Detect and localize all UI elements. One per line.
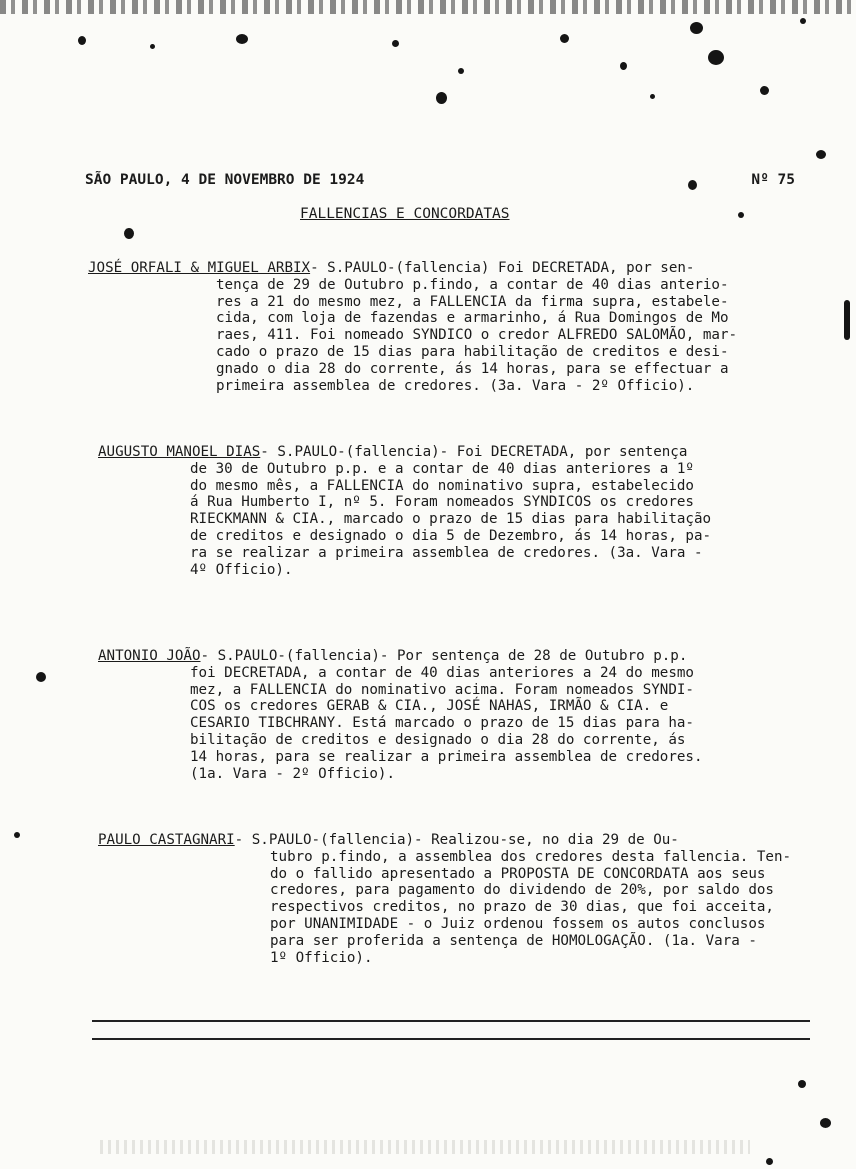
bankruptcy-entry-body xyxy=(270,849,791,866)
bankruptcy-entry xyxy=(98,444,687,461)
ink-blot xyxy=(436,92,447,104)
entry-text-line: do mesmo mês, a FALLENCIA do nominativo supra, estabelecido xyxy=(190,477,694,494)
entry-text-line: credores, para pagamento do dividendo de 20%, por saldo dos xyxy=(270,882,774,899)
entry-text-line: do o fallido apresentado a PROPOSTA DE CONCORDATA aos seus xyxy=(270,865,766,882)
entry-party-name: JOSÉ ORFALI & MIGUEL ARBIX xyxy=(88,260,311,276)
bankruptcy-entry xyxy=(98,832,679,849)
ink-blot xyxy=(760,86,769,95)
entry-text-line: bilitação de creditos e designado o dia 28 do corrente, ás xyxy=(190,731,686,748)
entry-text-line: raes, 411. Foi nomeado SYNDICO o credor ALFREDO SALOMÃO, mar- xyxy=(216,327,738,344)
entry-first-line xyxy=(98,832,679,849)
entry-text-line: res a 21 do mesmo mez, a FALLENCIA da firma supra, estabele- xyxy=(216,293,729,310)
ink-blot xyxy=(798,1080,806,1088)
bankruptcy-entry-body xyxy=(270,866,774,967)
entry-text-line: de 30 de Outubro p.p. e a contar de 40 dias anteriores a 1º xyxy=(190,460,694,477)
entry-text-line: ra se realizar a primeira assemblea de credores. (3a. Vara - xyxy=(190,544,703,561)
entry-text-line: mez, a FALLENCIA do nominativo acima. Foram nomeados SYNDI- xyxy=(190,681,694,698)
ink-blot xyxy=(14,832,20,838)
bankruptcy-entry-body xyxy=(216,277,737,395)
entry-text-line: - S.PAULO-(fallencia) Foi DECRETADA, por sen- xyxy=(310,260,695,276)
entry-text-line: tença de 29 de Outubro p.findo, a contar de 40 dias anterio- xyxy=(216,276,729,293)
entry-first-line xyxy=(98,648,687,665)
ink-blot xyxy=(690,22,703,34)
bankruptcy-entry xyxy=(88,260,694,277)
entry-text-line: - S.PAULO-(fallencia)- Realizou-se, no dia 29 de Ou- xyxy=(234,832,679,848)
ink-blot xyxy=(844,300,850,340)
entry-text-line: para ser proferida a sentença de HOMOLOGAÇÃO. (1a. Vara - xyxy=(270,932,757,949)
entry-text-line: (1a. Vara - 2º Officio). xyxy=(190,765,395,782)
ink-blot xyxy=(124,228,134,239)
entry-text-line: RIECKMANN & CIA., marcado o prazo de 15 dias para habilitação xyxy=(190,511,712,528)
ink-blot xyxy=(236,34,248,44)
bankruptcy-entry xyxy=(98,648,687,665)
ink-blot xyxy=(392,40,399,47)
bankruptcy-entry-body xyxy=(190,665,703,783)
ink-blot xyxy=(800,18,806,24)
section-title: FALLENCIAS E CONCORDATAS xyxy=(300,206,510,222)
entry-party-name: AUGUSTO MANOEL DIAS xyxy=(98,444,261,460)
entry-text-line: 1º Officio). xyxy=(270,949,373,966)
entry-text-line: de creditos e designado o dia 5 de Dezembro, ás 14 horas, pa- xyxy=(190,527,712,544)
closing-rule-bottom xyxy=(92,1038,810,1040)
entry-text-line: respectivos creditos, no prazo de 30 dias, que foi acceita, xyxy=(270,899,774,916)
entry-text-line: por UNANIMIDADE - o Juiz ordenou fossem os autos conclusos xyxy=(270,915,766,932)
entry-text-line: tubro p.findo, a assemblea dos credores desta fallencia. Ten- xyxy=(270,848,792,865)
ink-blot xyxy=(820,1118,831,1128)
header-date: SÃO PAULO, 4 DE NOVEMBRO DE 1924 xyxy=(85,172,365,188)
entry-text-line: á Rua Humberto I, nº 5. Foram nomeados SYNDICOS os credores xyxy=(190,494,694,511)
entry-text-line: - S.PAULO-(fallencia)- Foi DECRETADA, por sentença xyxy=(260,444,688,460)
entry-text-line: CESARIO TIBCHRANY. Está marcado o prazo de 15 dias para ha- xyxy=(190,715,694,732)
ink-blot xyxy=(620,62,627,70)
entry-first-line xyxy=(88,260,694,277)
ink-blot xyxy=(766,1158,773,1165)
entry-text-line: - S.PAULO-(fallencia)- Por sentença de 28 de Outubro p.p. xyxy=(200,648,688,664)
ink-blot xyxy=(650,94,655,99)
ink-blot xyxy=(150,44,155,49)
ink-blot xyxy=(36,672,46,682)
bankruptcy-entry-body xyxy=(190,461,711,579)
ink-blot xyxy=(708,50,724,65)
ink-blot xyxy=(560,34,569,43)
entry-text-line: cida, com loja de fazendas e armarinho, á Rua Domingos de Mo xyxy=(216,310,729,327)
ink-blot xyxy=(458,68,464,74)
entry-party-name: ANTONIO JOÃO xyxy=(98,648,201,664)
entry-party-name: PAULO CASTAGNARI xyxy=(98,832,235,848)
ink-blot xyxy=(738,212,744,218)
document-header xyxy=(85,172,795,196)
scan-edge-noise xyxy=(0,0,856,14)
closing-rule-top xyxy=(92,1020,810,1022)
bleed-through-noise xyxy=(100,1140,750,1154)
ink-blot xyxy=(816,150,826,159)
entry-text-line: primeira assemblea de credores. (3a. Vara - 2º Officio). xyxy=(216,377,695,394)
entry-text-line: cado o prazo de 15 dias para habilitação de creditos e desi- xyxy=(216,343,729,360)
bulletin-number: Nº 75 xyxy=(751,172,795,188)
ink-blot xyxy=(78,36,86,45)
entry-first-line xyxy=(98,444,687,461)
entry-text-line: 14 horas, para se realizar a primeira assemblea de credores. xyxy=(190,748,703,765)
entry-text-line: 4º Officio). xyxy=(190,561,293,578)
entry-text-line: gnado o dia 28 do corrente, ás 14 horas, para se effectuar a xyxy=(216,360,729,377)
entry-text-line: foi DECRETADA, a contar de 40 dias anteriores a 24 do mesmo xyxy=(190,664,694,681)
entry-text-line: COS os credores GERAB & CIA., JOSÉ NAHAS, IRMÃO & CIA. e xyxy=(190,698,669,715)
